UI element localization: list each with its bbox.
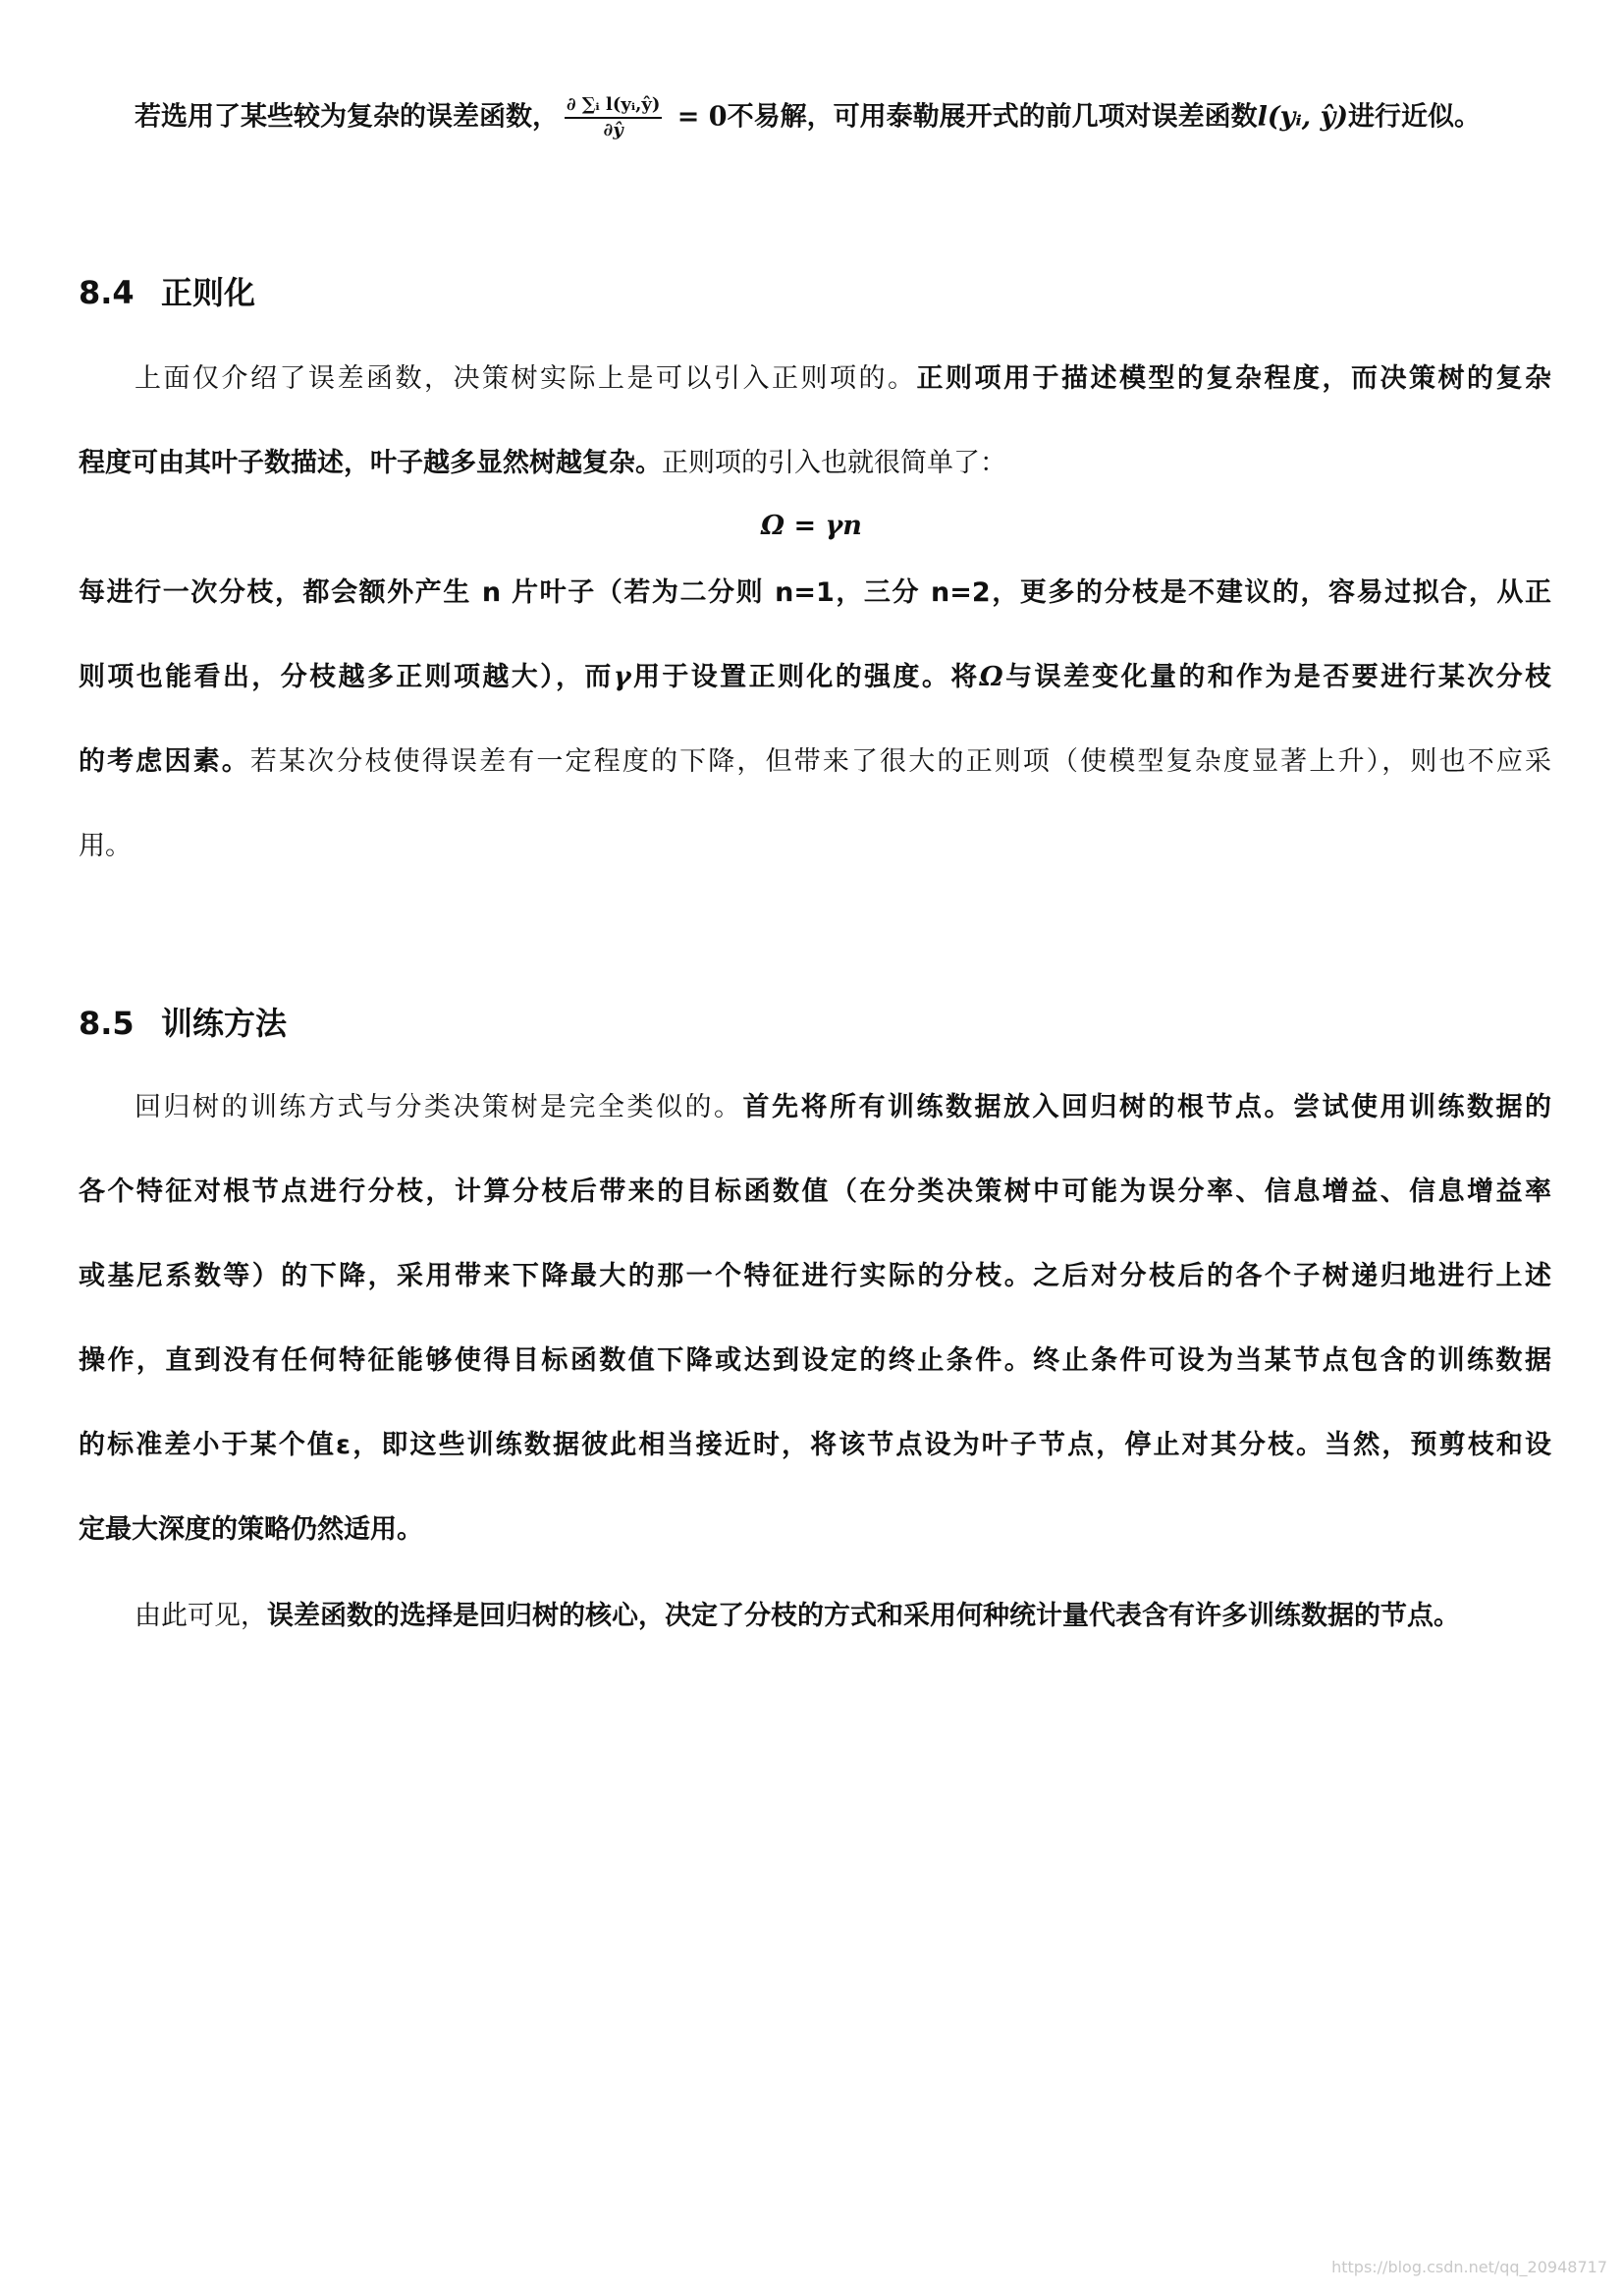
watermark-url: https://blog.csdn.net/qq_20948717: [1331, 2258, 1607, 2276]
paragraph-line: [79, 827, 1551, 866]
paragraph-line: [135, 359, 1551, 399]
fraction-denominator: ∂ŷ: [603, 120, 623, 140]
intro-mid-text: 不易解，可用泰勒展开式的前几项对误差函数: [727, 101, 1258, 133]
normal-text: 回归树的训练方式与分类决策树是完全类似的。: [135, 1092, 743, 1122]
intro-line: [135, 96, 1551, 139]
intro-post-text: 进行近似。: [1348, 101, 1482, 133]
regularization-equation: Ω = γn: [761, 511, 862, 541]
section-number: 8.4: [79, 274, 135, 311]
paragraph-line: [79, 1257, 1551, 1296]
bold-text: 则项也能看出，分枝越多正则项越大），而: [79, 662, 614, 692]
bold-text: 与误差变化量的和作为是否要进行某次分枝: [1002, 662, 1552, 692]
section-heading-8-4: [79, 271, 255, 314]
paragraph-line: [135, 1597, 1551, 1636]
bold-text: 首先将所有训练数据放入回归树的根节点。尝试使用训练数据的: [742, 1092, 1551, 1122]
section-title: 正则化: [161, 274, 256, 311]
paragraph-line: [79, 658, 1551, 697]
section-number: 8.5: [79, 1005, 135, 1042]
bold-text: 用于设置正则化的强度。将: [630, 662, 980, 692]
normal-text: 若某次分枝使得误差有一定程度的下降，但带来了很大的正则项（使模型复杂度显著上升），则也不应采: [249, 746, 1552, 777]
bold-text: 的标准差小于某个值ε，即这些训练数据彼此相当接近时，将该节点设为叶子节点，停止对其分枝。当然，预剪枝和设: [79, 1430, 1551, 1460]
bold-text: 各个特征对根节点进行分枝，计算分枝后带来的目标函数值（在分类决策树中可能为误分率、信息增益、信息增益率: [79, 1176, 1551, 1207]
paragraph-line: [79, 1510, 1551, 1550]
bold-text: 每进行一次分枝，都会额外产生 n 片叶子（若为二分则 n=1，三分 n=2，更多的分枝是不建议的，容易过拟合，从正: [79, 577, 1551, 608]
loss-function-symbol: l(yᵢ, ŷ): [1257, 101, 1349, 133]
normal-text: 用。: [79, 831, 132, 861]
normal-text: 上面仅介绍了误差函数，决策树实际上是可以引入正则项的。: [135, 363, 917, 394]
bold-text: 正则项用于描述模型的复杂程度，而决策树的复杂: [916, 363, 1551, 394]
gamma-symbol: γ: [613, 662, 631, 692]
bold-text: 定最大深度的策略仍然适用。: [79, 1514, 423, 1545]
bold-text: 程度可由其叶子数描述，叶子越多显然树越复杂。: [79, 448, 662, 478]
paragraph-line: [79, 1341, 1551, 1381]
section-title: 训练方法: [161, 1005, 288, 1042]
paragraph-line: [79, 1426, 1551, 1465]
omega-symbol: Ω: [979, 662, 1003, 692]
normal-text: 正则项的引入也就很简单了：: [662, 448, 1006, 478]
paragraph-line: [135, 1088, 1551, 1127]
paragraph-line: [79, 742, 1551, 782]
intro-pre-text: 若选用了某些较为复杂的误差函数，: [135, 101, 559, 133]
bold-text: 操作，直到没有任何特征能够使得目标函数值下降或达到设定的终止条件。终止条件可设为当某节点包含的训练数据: [79, 1345, 1551, 1376]
fraction-numerator: ∂ ∑ᵢ l(yᵢ,ŷ): [565, 96, 662, 119]
paragraph-line: [79, 1173, 1551, 1212]
paragraph-line: [79, 574, 1551, 613]
bold-text: 的考虑因素。: [79, 746, 250, 777]
section-heading-8-5: [79, 1002, 287, 1045]
equals-zero: = 0: [668, 101, 728, 133]
bold-text: 误差函数的选择是回归树的核心，决定了分枝的方式和采用何种统计量代表含有许多训练数据的节点。: [267, 1601, 1460, 1631]
partial-derivative-fraction: [565, 96, 662, 139]
paragraph-line: [79, 444, 1551, 483]
normal-text: 由此可见，: [135, 1601, 267, 1631]
bold-text: 或基尼系数等）的下降，采用带来下降最大的那一个特征进行实际的分枝。之后对分枝后的各个子树递归地进行上述: [79, 1261, 1551, 1291]
